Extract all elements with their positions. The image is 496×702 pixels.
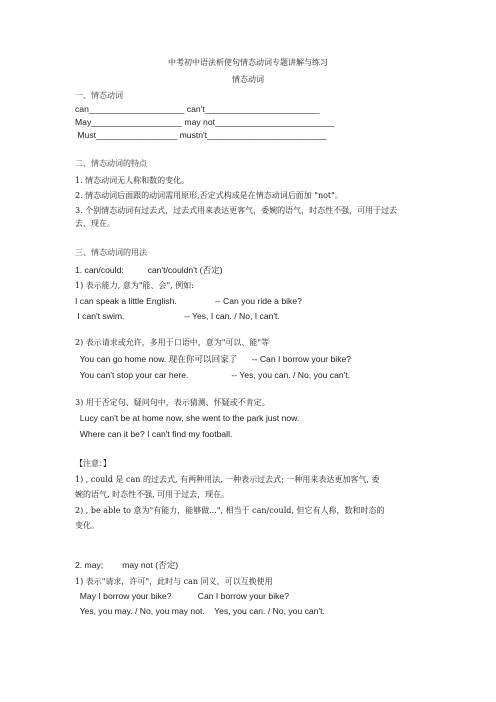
can-example-3a: Lucy can't be at home now, she went to the park just now. — [75, 413, 300, 423]
can-example-1b: I can't swim. -- Yes, I can. / No, I can't. — [75, 311, 280, 321]
can-use-3: 3) 用于否定句、疑问句中，表示猜测、怀疑或不肯定。 — [75, 398, 270, 407]
feature-item-3-cont: 去、现在。 — [75, 219, 115, 228]
can-example-2b: You can't stop your car here. -- Yes, you can. / No, you can't. — [75, 370, 351, 380]
can-example-1a: I can speak a little English. -- Can you ride a bike? — [75, 296, 302, 306]
feature-item-1: 1. 情态动词无人称和数的变化。 — [75, 176, 190, 185]
section-heading-2: 二、情态动词的特点 — [75, 159, 147, 168]
can-use-2: 2) 表示请求或允许，多用于口语中，意为"可以、能"等 — [75, 338, 270, 347]
note-1a: 1) , could 是 can 的过去式, 有两种用法, 一种表示过去式; 一种用来表达更加客气, 委 — [75, 475, 380, 484]
may-example-1a: May I borrow your bike? Can I borrow your bike? — [75, 591, 289, 601]
feature-item-3: 3. 个别情态动词有过去式，过去式用来表达更客气，委婉的语气，时态性不强，可用于过去 — [75, 206, 398, 215]
can-title: 1. can/could: can't/couldn't (否定) — [75, 265, 223, 275]
note-2b: 变化。 — [75, 521, 99, 530]
can-use-1: 1) 表示能力, 意为"能、会", 例如: — [75, 281, 194, 290]
note-label: 【注意：】 — [75, 459, 111, 468]
blank-row-must: Must_________________ mustn't_________________________ — [75, 130, 327, 140]
section-heading-3: 三、情态动词的用法 — [75, 248, 147, 257]
may-example-1b: Yes, you may. / No, you may not. Yes, you can. / No, you can't. — [75, 606, 325, 616]
feature-item-2: 2. 情态动词后面跟的动词需用原形,否定式构成是在情态动词后面加 "not"。 — [75, 191, 343, 200]
document-subtitle: 情态动词 — [232, 75, 264, 84]
note-2a: 2) , be able to 意为"有能力，能够做...", 相当于 can/could, 但它有人称，数和时态的 — [75, 506, 385, 515]
may-title: 2. may; may not (否定) — [75, 560, 179, 570]
document-title: 中考初中语法析使句情态动词专题讲解与练习 — [168, 58, 328, 67]
blank-row-may: May___________________ may not_________________________ — [75, 117, 335, 127]
blank-row-can: can____________________ can't________________________ — [75, 104, 320, 114]
can-example-3b: Where can it be? I can't find my football. — [75, 429, 233, 439]
note-1b: 婉的语气, 时态性不强, 可用于过去，现在。 — [75, 490, 230, 499]
can-example-2a: You can go home now. 现在你可以回家了 -- Can I borrow your bike? — [75, 354, 352, 364]
section-heading-1: 一、情态动词 — [75, 91, 123, 100]
may-use-1: 1) 表示"请求，许可"，此时与 can 同义，可以互换使用 — [75, 577, 273, 586]
